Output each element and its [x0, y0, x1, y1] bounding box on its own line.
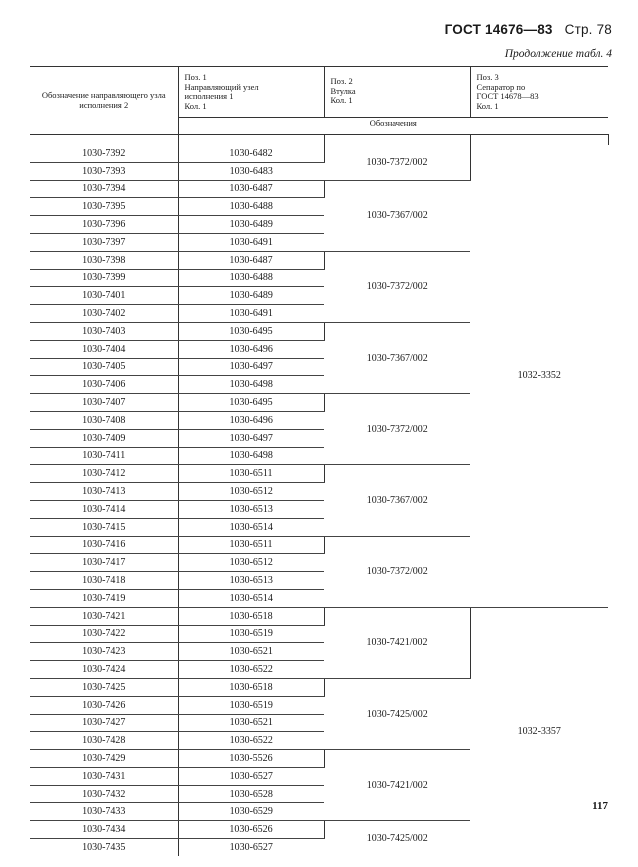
bushing-code: 1030-7425/002 [324, 678, 470, 749]
col-d-header-line: Сепаратор по [476, 81, 526, 92]
bushing-code: 1030-7421/002 [324, 750, 470, 821]
guide-unit-v1-code: 1030-6498 [178, 447, 324, 465]
guide-unit-v2-code: 1030-7397 [30, 233, 178, 251]
guide-unit-v1-code: 1030-6526 [178, 821, 324, 839]
spacer-cell [178, 135, 324, 146]
guide-unit-v2-code: 1030-7422 [30, 625, 178, 643]
guide-unit-v1-code: 1030-6519 [178, 625, 324, 643]
col-c-header-line: Втулка [330, 85, 356, 96]
guide-unit-v2-code: 1030-7412 [30, 465, 178, 483]
spacer-cell [30, 135, 178, 146]
guide-unit-v1-code: 1030-6514 [178, 518, 324, 536]
table-row [30, 607, 608, 625]
guide-unit-v1-code: 1030-6518 [178, 607, 324, 625]
guide-unit-v2-code: 1030-7429 [30, 750, 178, 768]
guide-unit-v2-code: 1030-7414 [30, 500, 178, 518]
guide-unit-v1-code: 1030-6488 [178, 269, 324, 287]
col-c-header-line: Поз. 2 [330, 76, 353, 86]
guide-unit-v2-code: 1030-7424 [30, 661, 178, 679]
guide-unit-v2-code: 1030-7427 [30, 714, 178, 732]
guide-unit-v2-code: 1030-7394 [30, 180, 178, 198]
guide-unit-v1-code: 1030-6487 [178, 251, 324, 269]
standard-number: ГОСТ 14676—83 [444, 22, 553, 37]
guide-unit-v2-code: 1030-7419 [30, 589, 178, 607]
separator-code: 1032-3357 [517, 726, 561, 738]
guide-unit-v2-code: 1030-7418 [30, 572, 178, 590]
guide-unit-v2-code: 1030-7415 [30, 518, 178, 536]
guide-unit-v2-code: 1030-7403 [30, 322, 178, 340]
bushing-code: 1030-7367/002 [324, 465, 470, 536]
guide-unit-v2-code: 1030-7409 [30, 429, 178, 447]
table-row [30, 145, 608, 162]
bushing-code: 1030-7367/002 [324, 180, 470, 251]
guide-unit-v2-code: 1030-7398 [30, 251, 178, 269]
guide-unit-v1-code: 1030-6519 [178, 696, 324, 714]
guide-unit-v1-code: 1030-6527 [178, 767, 324, 785]
page-number: 117 [592, 800, 608, 812]
guide-unit-v1-code: 1030-6488 [178, 198, 324, 216]
col-b-header-line: Кол. 1 [184, 100, 207, 111]
guide-unit-v1-code: 1030-6512 [178, 554, 324, 572]
col-d-header-line: Поз. 3 [476, 72, 499, 82]
guide-unit-v2-code: 1030-7396 [30, 216, 178, 234]
col-c-header-line: Кол. 1 [330, 95, 353, 105]
guide-unit-v1-code: 1030-6529 [178, 803, 324, 821]
guide-unit-v2-code: 1030-7428 [30, 732, 178, 750]
guide-unit-v2-code: 1030-7416 [30, 536, 178, 554]
guide-unit-v2-code: 1030-7405 [30, 358, 178, 376]
guide-unit-v2-code: 1030-7433 [30, 803, 178, 821]
spacer-cell [470, 135, 608, 146]
bushing-code: 1030-7372/002 [324, 536, 470, 607]
guide-unit-v1-code: 1030-6482 [178, 145, 324, 162]
bushing-code: 1030-7425/002 [366, 833, 428, 845]
guide-unit-v2-code: 1030-7402 [30, 305, 178, 323]
col-b-header-line: исполнения 1 [184, 91, 234, 101]
guide-unit-v2-code: 1030-7411 [30, 447, 178, 465]
guide-unit-v1-code: 1030-6489 [178, 216, 324, 234]
guide-unit-v2-code: 1030-7426 [30, 696, 178, 714]
guide-unit-v1-code: 1030-6491 [178, 305, 324, 323]
guide-unit-v1-code: 1030-6495 [178, 322, 324, 340]
page-label: Стр. 78 [564, 22, 612, 37]
guide-unit-v1-code: 1030-5526 [178, 750, 324, 768]
page-title [445, 22, 612, 37]
guide-unit-v2-code: 1030-7408 [30, 411, 178, 429]
guide-unit-v1-code: 1030-6495 [178, 394, 324, 412]
guide-unit-v2-code: 1030-7406 [30, 376, 178, 394]
guide-unit-v1-code: 1030-6511 [178, 465, 324, 483]
guide-unit-v1-code: 1030-6489 [178, 287, 324, 305]
col-b-header-line: Поз. 1 [184, 72, 207, 82]
guide-unit-v1-code: 1030-6521 [178, 643, 324, 661]
guide-unit-v1-code: 1030-6528 [178, 785, 324, 803]
col-a-header: Обозначение направляющего узла исполнения 2 [30, 67, 178, 135]
guide-unit-v1-code: 1030-6522 [178, 732, 324, 750]
guide-unit-v2-code: 1030-7423 [30, 643, 178, 661]
guide-unit-v1-code: 1030-6513 [178, 500, 324, 518]
guide-unit-v2-code: 1030-7432 [30, 785, 178, 803]
guide-unit-v2-code: 1030-7413 [30, 483, 178, 501]
col-b-header [178, 67, 324, 118]
guide-unit-v1-code: 1030-6518 [178, 678, 324, 696]
guide-unit-v2-code: 1030-7401 [30, 287, 178, 305]
bushing-code: 1030-7421/002 [324, 607, 470, 678]
bushing-code: 1030-7372/002 [324, 251, 470, 322]
guide-unit-v2-code: 1030-7407 [30, 394, 178, 412]
table-spacer-row [30, 135, 608, 146]
guide-unit-v1-code: 1030-6491 [178, 233, 324, 251]
bushing-code: 1030-7372/002 [324, 145, 470, 180]
table-continuation-label: Продолжение табл. 4 [504, 48, 612, 60]
guide-unit-v2-code: 1030-7434 [30, 821, 178, 839]
col-d-header [470, 67, 608, 118]
guide-unit-v1-code: 1030-6487 [178, 180, 324, 198]
bushing-code: 1030-7367/002 [324, 322, 470, 393]
bushing-code: 1030-7372/002 [324, 394, 470, 465]
col-c-header [324, 67, 470, 118]
guide-unit-v1-code: 1030-6497 [178, 358, 324, 376]
col-d-header-line: Кол. 1 [476, 100, 499, 111]
guide-unit-v1-code: 1030-6497 [178, 429, 324, 447]
guide-unit-v2-code: 1030-7435 [30, 839, 178, 856]
guide-unit-v1-code: 1030-6512 [178, 483, 324, 501]
spacer-cell [324, 135, 470, 146]
guide-unit-v1-code: 1030-6498 [178, 376, 324, 394]
guide-unit-v2-code: 1030-7404 [30, 340, 178, 358]
guide-unit-v1-code: 1030-6496 [178, 411, 324, 429]
designations-label: Обозначения [178, 118, 608, 135]
guide-unit-v2-code: 1030-7392 [30, 145, 178, 162]
guide-unit-v2-code: 1030-7421 [30, 607, 178, 625]
guide-unit-v1-code: 1030-6483 [178, 162, 324, 180]
guide-unit-v2-code: 1030-7417 [30, 554, 178, 572]
parts-table [30, 66, 609, 856]
col-b-header-line: Направляющий узел [184, 81, 259, 92]
guide-unit-v2-code: 1030-7393 [30, 162, 178, 180]
guide-unit-v2-code: 1030-7431 [30, 767, 178, 785]
guide-unit-v2-code: 1030-7395 [30, 198, 178, 216]
guide-unit-v1-code: 1030-6521 [178, 714, 324, 732]
guide-unit-v1-code: 1030-6513 [178, 572, 324, 590]
guide-unit-v1-code: 1030-6522 [178, 661, 324, 679]
table-body [30, 135, 608, 856]
separator-code: 1032-3352 [470, 145, 608, 607]
guide-unit-v1-code: 1030-6496 [178, 340, 324, 358]
guide-unit-v2-code: 1030-7425 [30, 678, 178, 696]
guide-unit-v1-code: 1030-6527 [229, 841, 273, 853]
col-d-header-line: ГОСТ 14678—83 [476, 91, 539, 101]
guide-unit-v1-code: 1030-6511 [178, 536, 324, 554]
guide-unit-v1-code: 1030-6514 [178, 589, 324, 607]
guide-unit-v2-code: 1030-7399 [30, 269, 178, 287]
